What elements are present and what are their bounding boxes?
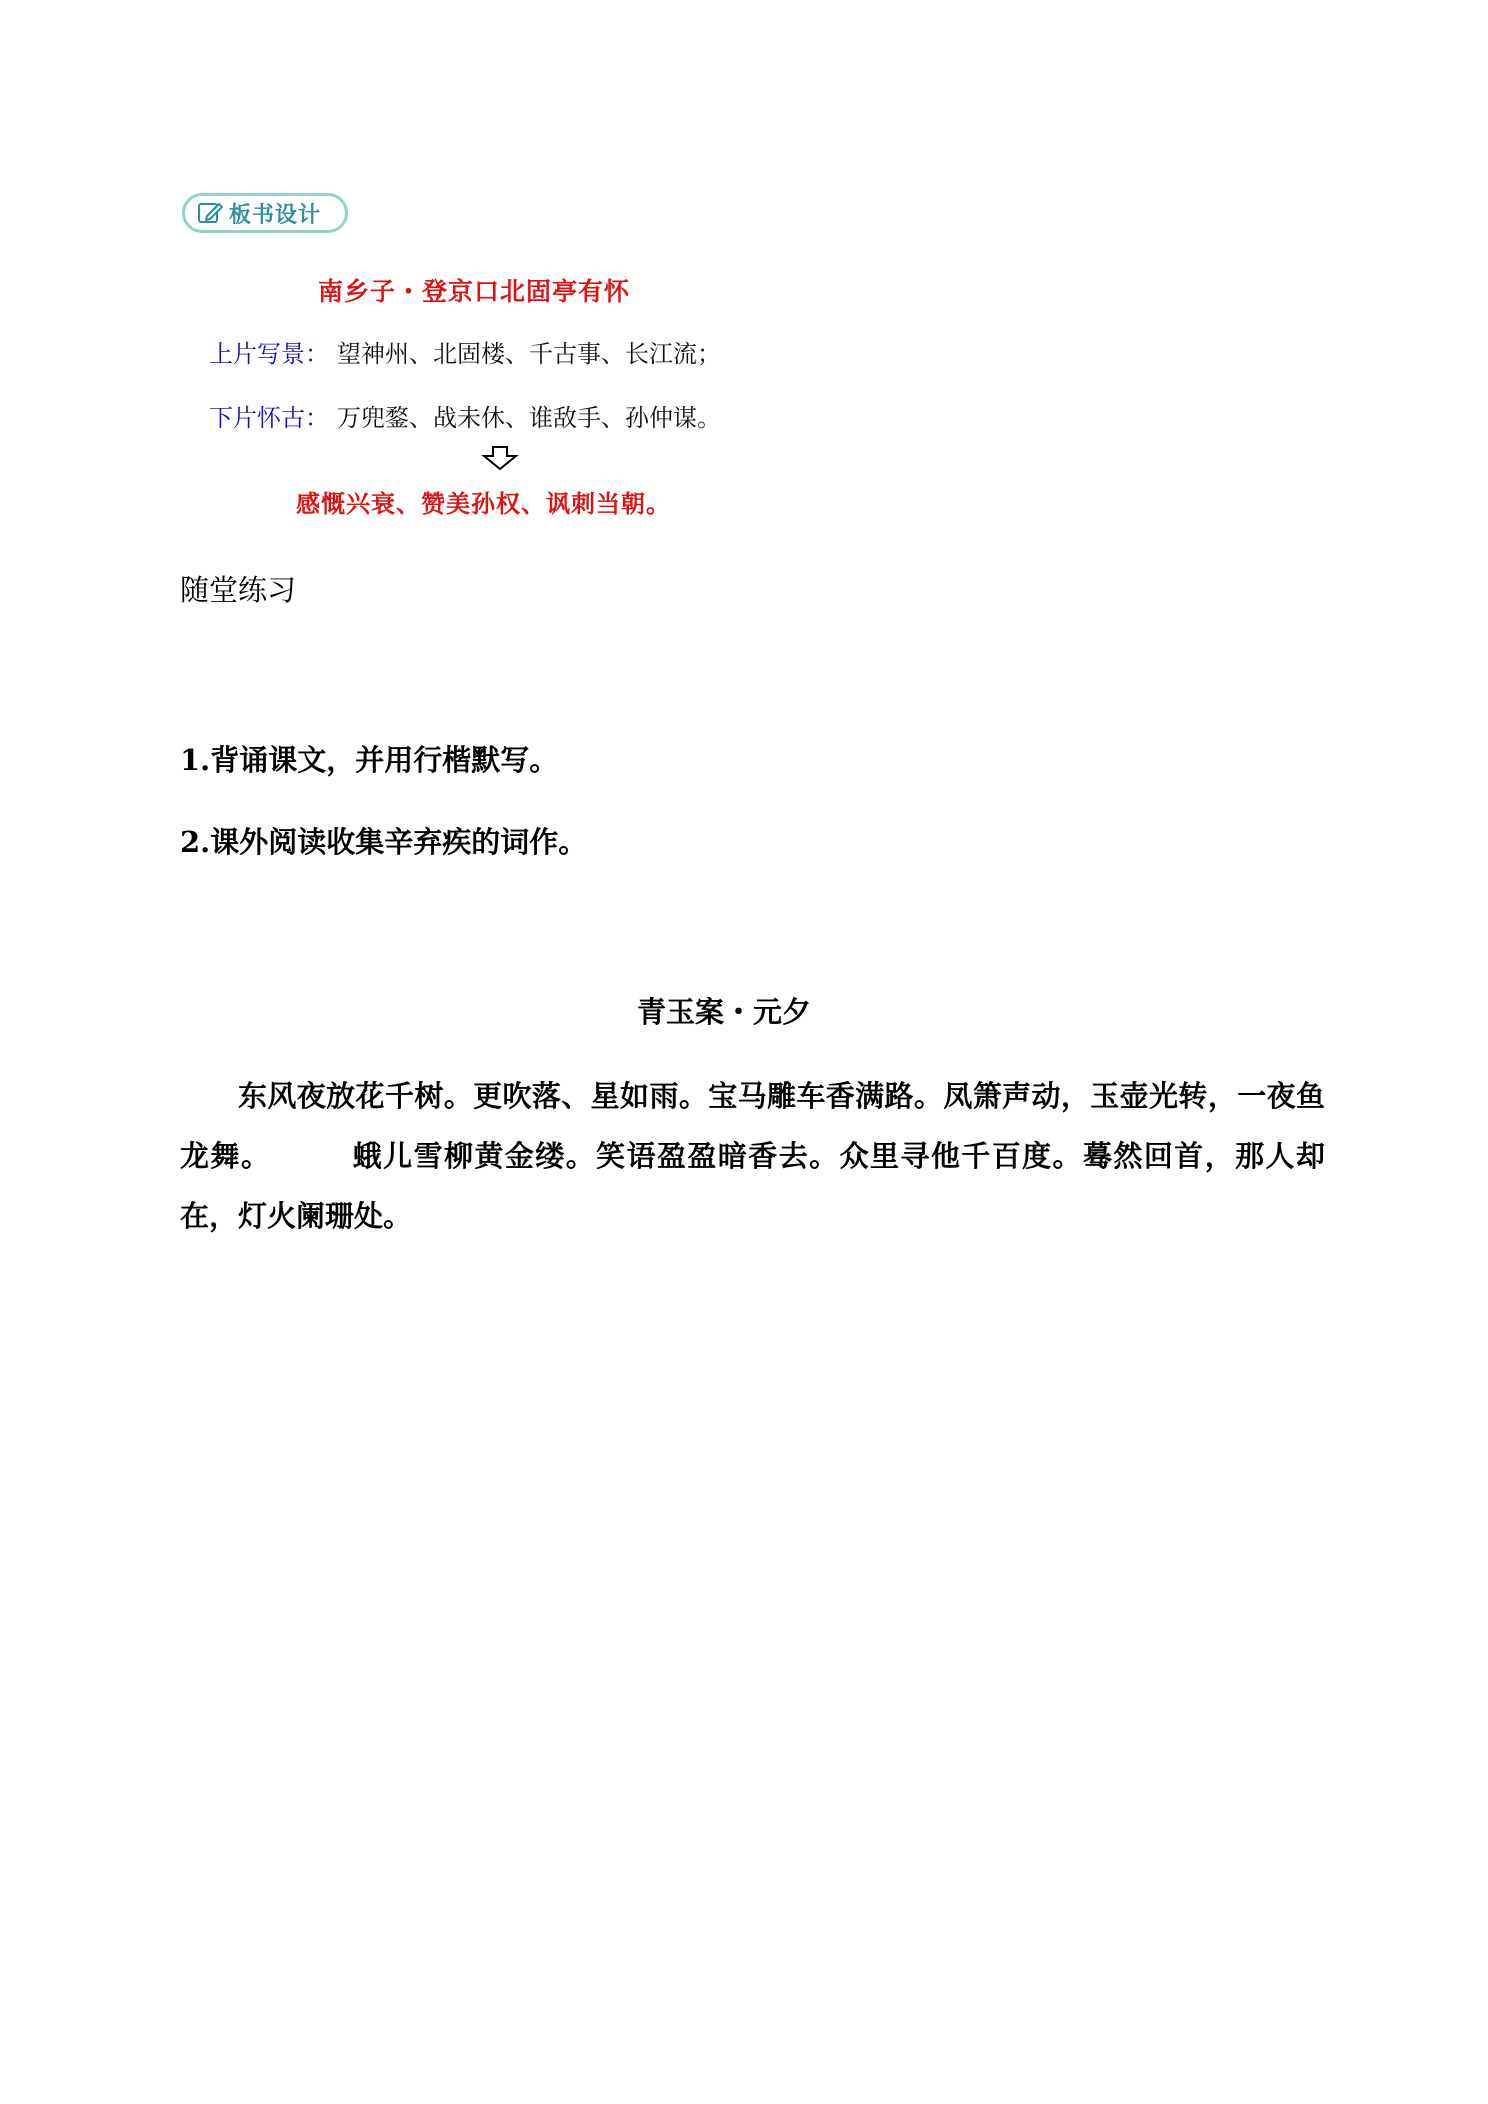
board-design-badge bbox=[182, 193, 348, 233]
board-title: 南乡子・登京口北固亭有怀 bbox=[318, 277, 631, 306]
badge-label: 板书设计 bbox=[229, 202, 322, 228]
board-row-label: 下片怀古： bbox=[209, 404, 329, 432]
exercise-item: 2.课外阅读收集辛弃疾的词作。 bbox=[180, 825, 588, 859]
board-row-lower bbox=[209, 398, 721, 433]
board-row-value: 望神州、北固楼、千古事、长江流； bbox=[337, 340, 721, 368]
board-row-label: 上片写景： bbox=[209, 340, 329, 368]
board-summary: 感慨兴衰、赞美孙权、讽刺当朝。 bbox=[296, 490, 671, 518]
exercise-item: 1.背诵课文，并用行楷默写。 bbox=[180, 743, 559, 777]
down-arrow-icon bbox=[480, 445, 520, 471]
board-row-upper bbox=[209, 334, 721, 369]
poem-title: 青玉案・元夕 bbox=[636, 995, 811, 1029]
poem-body bbox=[180, 1066, 1325, 1246]
edit-note-icon bbox=[197, 200, 225, 226]
board-row-value: 万兜鍪、战未休、谁敌手、孙仲谋。 bbox=[337, 404, 721, 432]
practice-heading: 随堂练习 bbox=[180, 573, 297, 607]
poem-part-2: 蛾儿雪柳黄金缕。笑语盈盈暗香去。众里寻他千百度。蓦然回首，那人却在，灯火阑珊处。 bbox=[180, 1139, 1325, 1233]
poem-part-1: 东风夜放花千树。更吹落、星如雨。宝马雕车香满路。凤箫声动，玉壶光转，一夜鱼龙舞。 bbox=[180, 1079, 1325, 1173]
